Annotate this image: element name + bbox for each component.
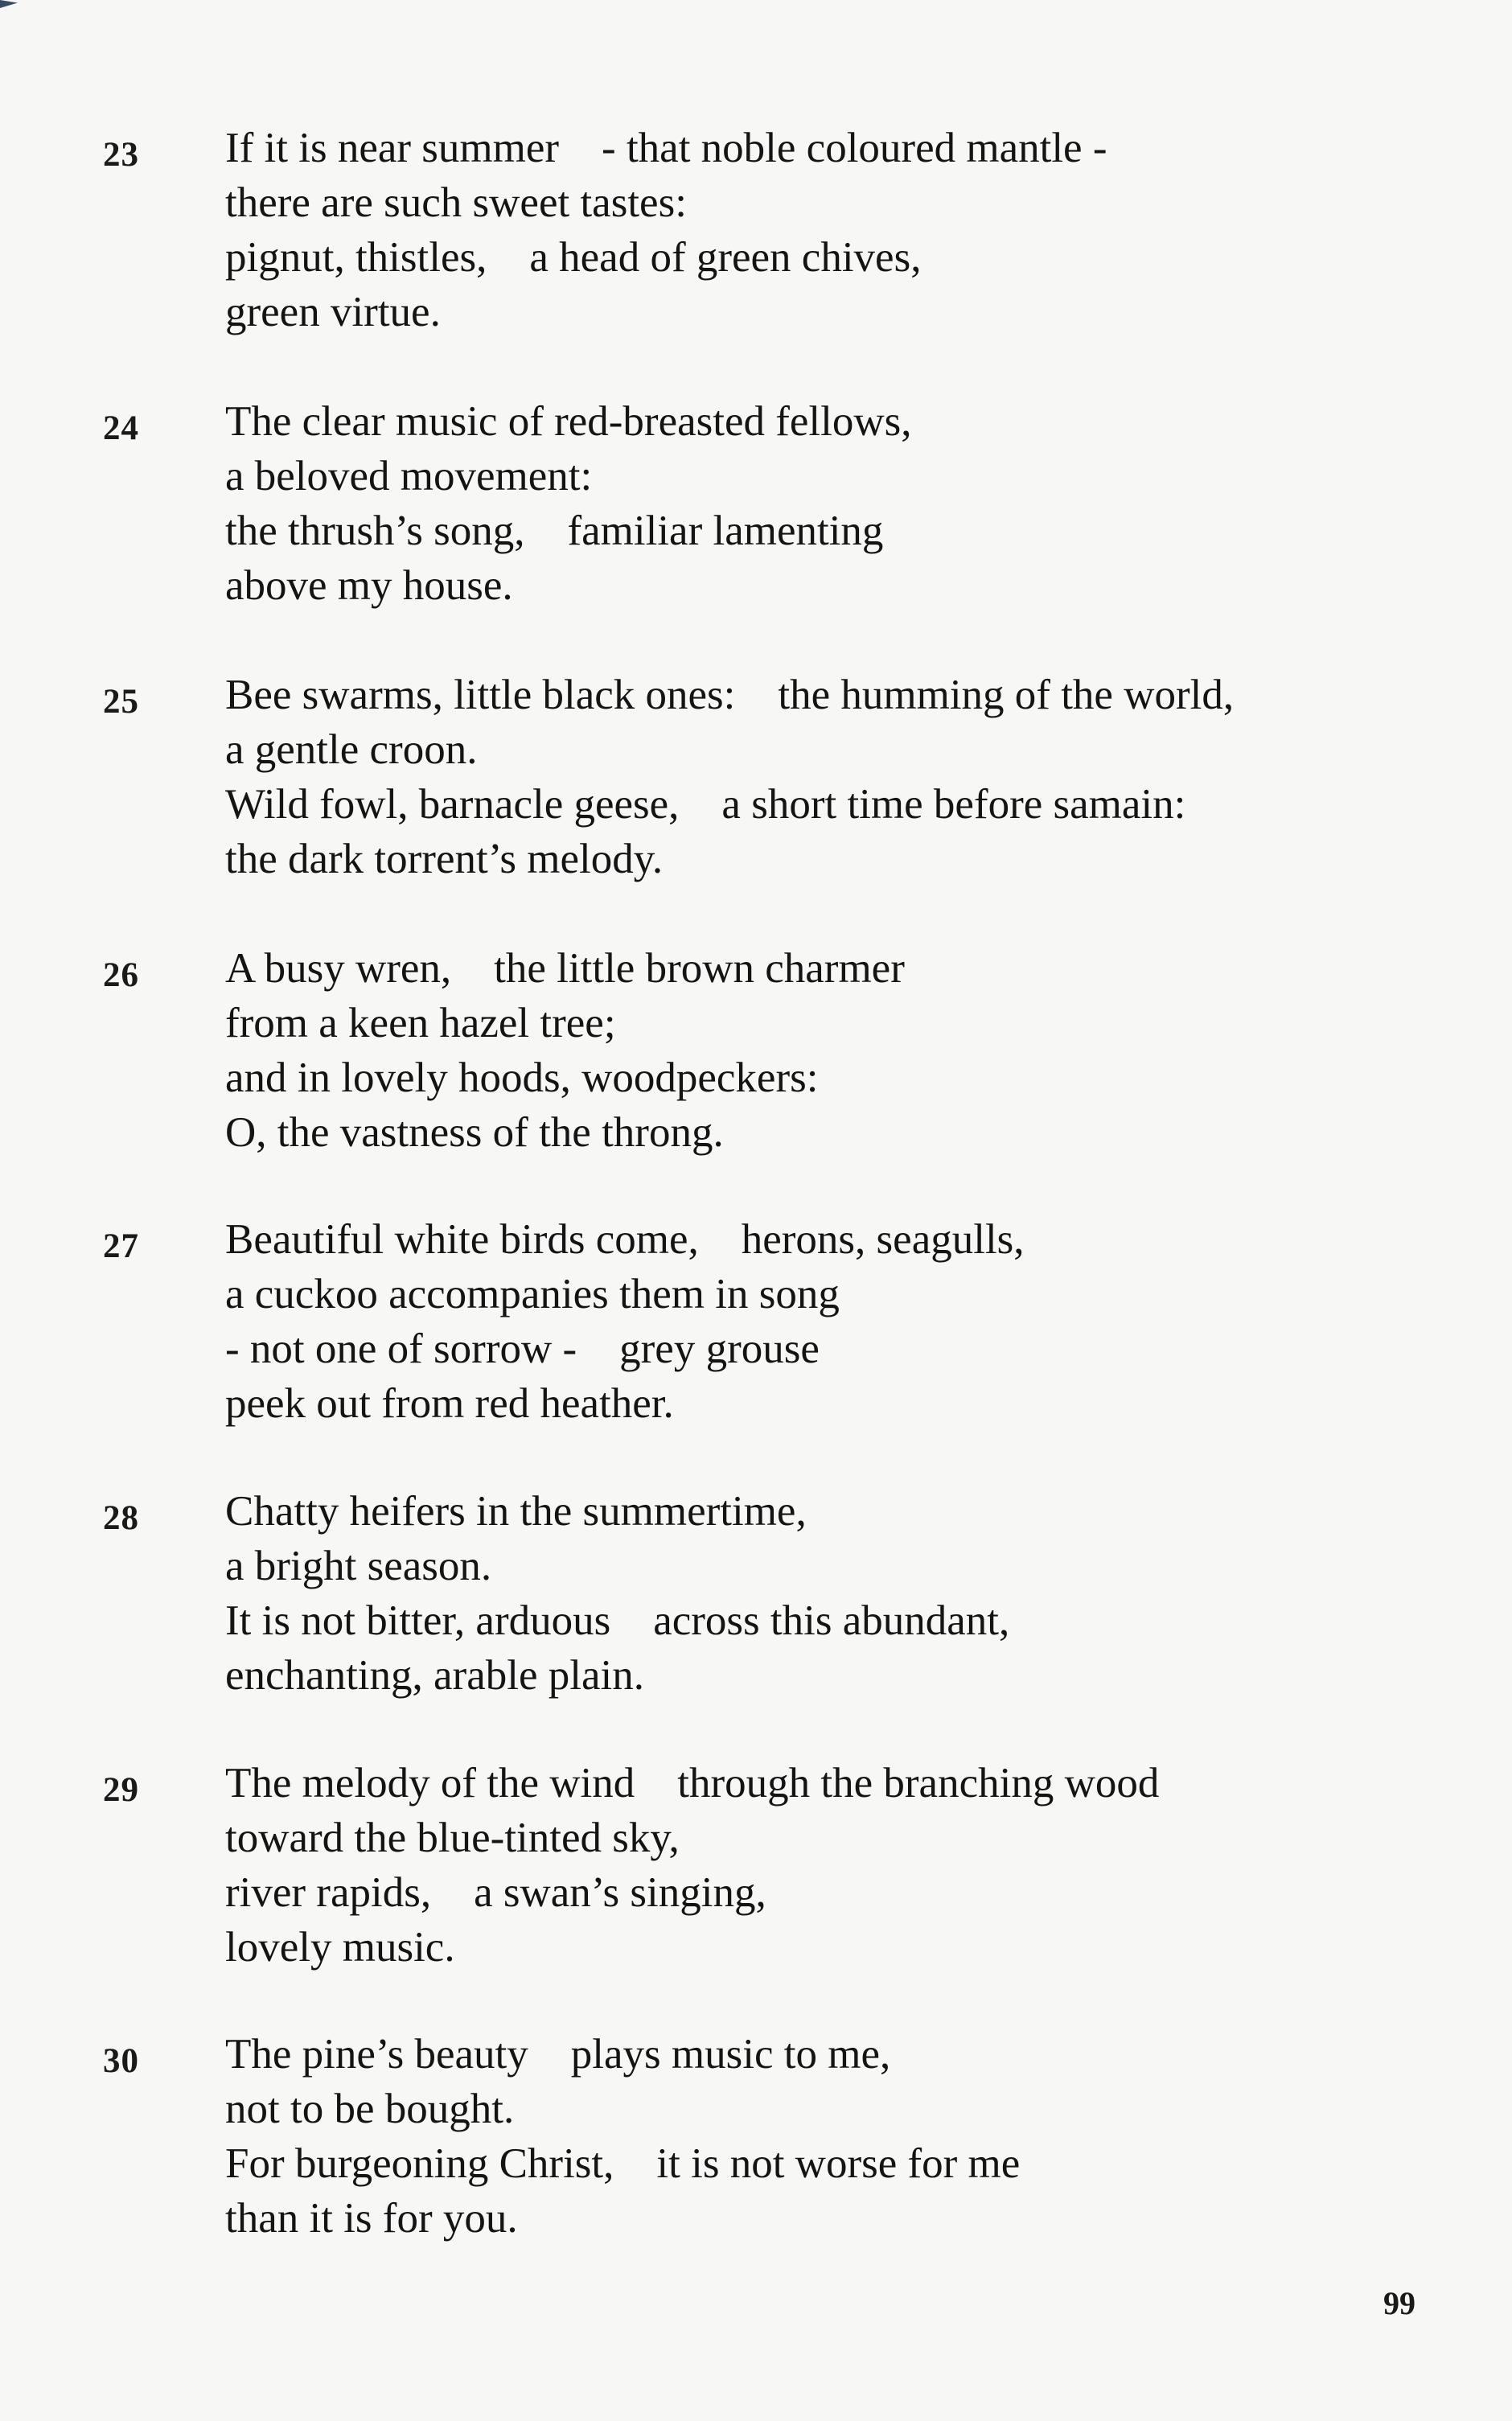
verse-line: river rapids, a swan’s singing, [225,1869,766,1916]
stanza-29 [0,1756,1512,1997]
stanza-number: 25 [103,683,139,721]
verse-line: - not one of sorrow - grey grouse [225,1326,820,1372]
verse-line: For burgeoning Christ, it is not worse for me [225,2140,1021,2187]
stanza-lines [225,1212,1025,1431]
stanza-lines [225,394,912,613]
page-corner-mark [0,0,18,8]
verse-line: O, the vastness of the throng. [225,1109,724,1156]
verse-line: a cuckoo accompanies them in song [225,1271,840,1317]
stanza-30 [0,2027,1512,2268]
stanza-number: 28 [103,1499,139,1537]
stanza-lines [225,121,1107,339]
stanza-lines [225,2027,1020,2246]
verse-line: Wild fowl, barnacle geese, a short time before samain: [225,781,1186,828]
verse-line: a gentle croon. [225,726,478,773]
stanza-27 [0,1212,1512,1453]
verse-line: The clear music of red-breasted fellows, [225,398,912,445]
verse-line: a beloved movement: [225,453,593,499]
stanza-number: 23 [103,136,139,174]
verse-line: not to be bought. [225,2086,515,2132]
verse-line: green virtue. [225,289,441,335]
verse-line: and in lovely hoods, woodpeckers: [225,1054,819,1101]
stanza-24 [0,394,1512,635]
verse-line: a bright season. [225,1543,492,1589]
verse-line: lovely music. [225,1924,455,1971]
verse-line: If it is near summer - that noble coloured mantle - [225,125,1107,171]
stanza-number: 29 [103,1771,139,1809]
stanza-26 [0,941,1512,1182]
verse-line: the thrush’s song, familiar lamenting [225,508,884,554]
verse-line: A busy wren, the little brown charmer [225,945,905,992]
verse-line: Beautiful white birds come, herons, seagulls, [225,1216,1025,1263]
verse-line: Chatty heifers in the summertime, [225,1488,807,1535]
verse-line: the dark torrent’s melody. [225,836,664,882]
verse-line: enchanting, arable plain. [225,1652,644,1699]
verse-line: peek out from red heather. [225,1380,674,1427]
stanza-lines [225,1484,1009,1703]
page-number: 99 [1383,2285,1415,2321]
stanza-lines [225,668,1234,886]
verse-line: The pine’s beauty plays music to me, [225,2031,891,2078]
stanza-lines [225,1756,1159,1975]
verse-line: toward the blue-tinted sky, [225,1815,680,1861]
verse-line: It is not bitter, arduous across this abundant, [225,1597,1010,1644]
stanza-25 [0,668,1512,909]
verse-line: there are such sweet tastes: [225,179,687,226]
verse-line: pignut, thistles, a head of green chives, [225,234,922,281]
verse-line: above my house. [225,562,513,609]
verse-line: from a keen hazel tree; [225,1000,616,1046]
verse-line: Bee swarms, little black ones: the humming of the world, [225,672,1235,718]
stanza-number: 30 [103,2042,139,2080]
stanza-lines [225,941,905,1160]
stanza-number: 27 [103,1227,139,1265]
stanza-number: 26 [103,956,139,994]
verse-line: The melody of the wind through the branching wood [225,1760,1160,1807]
stanza-23 [0,121,1512,362]
stanza-28 [0,1484,1512,1725]
stanza-number: 24 [103,409,139,447]
verse-line: than it is for you. [225,2195,518,2242]
